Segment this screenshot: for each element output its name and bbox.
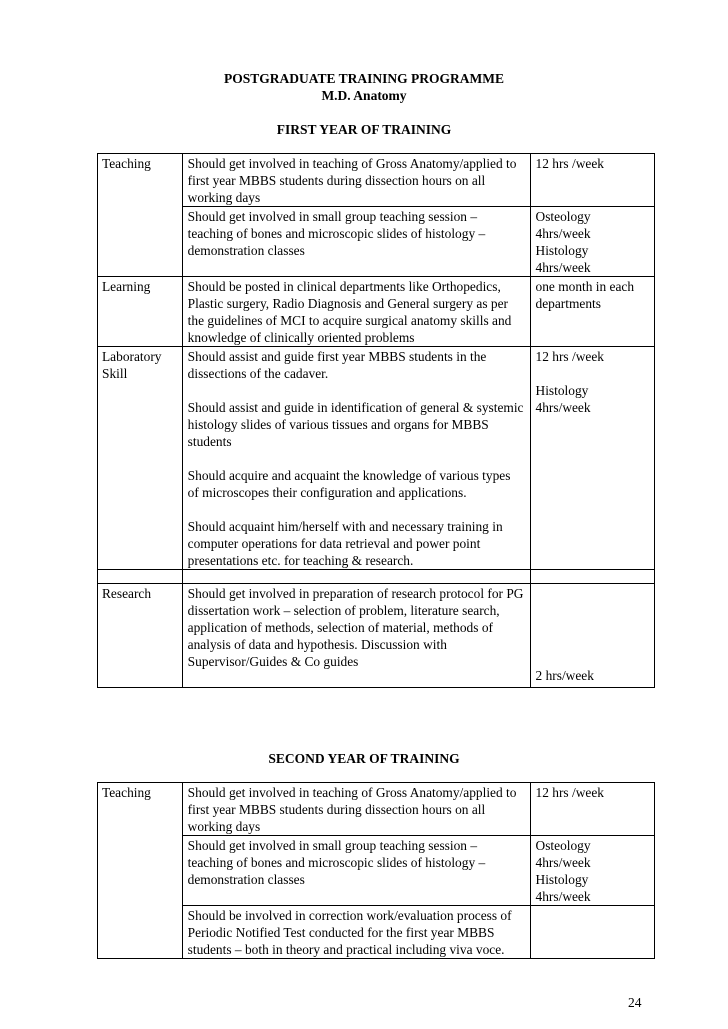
table-row bbox=[98, 570, 655, 584]
table-row bbox=[98, 836, 655, 906]
teaching-desc-2: Should get involved in small group teaching session – teaching of bones and microscopic slides of histology – demonstration classes bbox=[182, 207, 530, 277]
table-row bbox=[98, 277, 655, 347]
time-histology: Histology bbox=[535, 243, 589, 258]
lab-time-hours: 12 hrs /week bbox=[535, 349, 604, 364]
time2-osteology: Osteology bbox=[535, 838, 591, 853]
table-row bbox=[98, 906, 655, 959]
lab-time-histology: Histology bbox=[535, 383, 589, 398]
learning-time: one month in each departments bbox=[530, 277, 654, 347]
row-label-empty bbox=[98, 207, 183, 277]
lab-para-3: Should acquire and acquaint the knowledge of various types of microscopes their configuration and applications. bbox=[187, 468, 511, 500]
lab-label-b: Skill bbox=[102, 366, 128, 381]
teaching2-time-2 bbox=[530, 836, 654, 906]
lab-label-a: Laboratory bbox=[102, 349, 162, 364]
research-desc: Should get involved in preparation of research protocol for PG dissertation work – selection of problem, literature search, application of methods, selection of material, methods of analysis of data and hypothesis. Discussion with Supervisor/Guides & Co guides bbox=[182, 584, 530, 688]
teaching-desc-1: Should get involved in teaching of Gross Anatomy/applied to first year MBBS students during dissection hours on all working days bbox=[182, 154, 530, 207]
teaching-time-2 bbox=[530, 207, 654, 277]
table-row bbox=[98, 783, 655, 836]
time2-histology-hours: 4hrs/week bbox=[535, 889, 591, 904]
lab-para-1: Should assist and guide first year MBBS students in the dissections of the cadaver. bbox=[187, 349, 487, 381]
document-title: POSTGRADUATE TRAINING PROGRAMME bbox=[223, 71, 504, 86]
lab-para-2: Should assist and guide in identification of general & systemic histology slides of various tissues and organs for MBBS students bbox=[187, 400, 524, 449]
table-row bbox=[98, 584, 655, 688]
learning-desc: Should be posted in clinical departments like Orthopedics, Plastic surgery, Radio Diagnosis and General surgery as per the guidelines of MCI to acquire surgical anatomy skills and knowledge of clinically oriented problems bbox=[182, 277, 530, 347]
row-label-teaching: Teaching bbox=[98, 154, 183, 207]
teaching2-desc-2: Should get involved in small group teaching session – teaching of bones and microscopic slides of histology – demonstration classes bbox=[182, 836, 530, 906]
row-label-research: Research bbox=[98, 584, 183, 688]
teaching2-desc-3: Should be involved in correction work/evaluation process of Periodic Notified Test conducted for the first year MBBS students – both in theory and practical including viva voce. bbox=[182, 906, 530, 959]
lab-time bbox=[530, 347, 654, 570]
first-year-table bbox=[97, 153, 655, 688]
table-row bbox=[98, 347, 655, 570]
time-osteology: Osteology bbox=[535, 209, 591, 224]
time-histology-hours: 4hrs/week bbox=[535, 260, 591, 275]
row-label-lab bbox=[98, 347, 183, 570]
time2-osteology-hours: 4hrs/week bbox=[535, 855, 591, 870]
lab-para-4: Should acquaint him/herself with and necessary training in computer operations for data retrieval and power point presentations etc. for teaching & research. bbox=[187, 519, 503, 568]
document-subtitle: M.D. Anatomy bbox=[321, 88, 407, 103]
page-number: 24 bbox=[628, 995, 642, 1010]
teaching-time-1: 12 hrs /week bbox=[530, 154, 654, 207]
teaching2-desc-1: Should get involved in teaching of Gross Anatomy/applied to first year MBBS students during dissection hours on all working days bbox=[182, 783, 530, 836]
research-time: 2 hrs/week bbox=[530, 584, 654, 688]
second-year-title: SECOND YEAR OF TRAINING bbox=[268, 751, 460, 766]
time2-histology: Histology bbox=[535, 872, 589, 887]
row-label-teaching-2: Teaching bbox=[98, 783, 183, 836]
teaching2-time-1: 12 hrs /week bbox=[530, 783, 654, 836]
second-year-table bbox=[97, 782, 655, 959]
table-row bbox=[98, 207, 655, 277]
time-osteology-hours: 4hrs/week bbox=[535, 226, 591, 241]
first-year-title: FIRST YEAR OF TRAINING bbox=[276, 122, 452, 137]
row-label-learning: Learning bbox=[98, 277, 183, 347]
table-row bbox=[98, 154, 655, 207]
lab-desc bbox=[182, 347, 530, 570]
lab-time-histology-hours: 4hrs/week bbox=[535, 400, 591, 415]
